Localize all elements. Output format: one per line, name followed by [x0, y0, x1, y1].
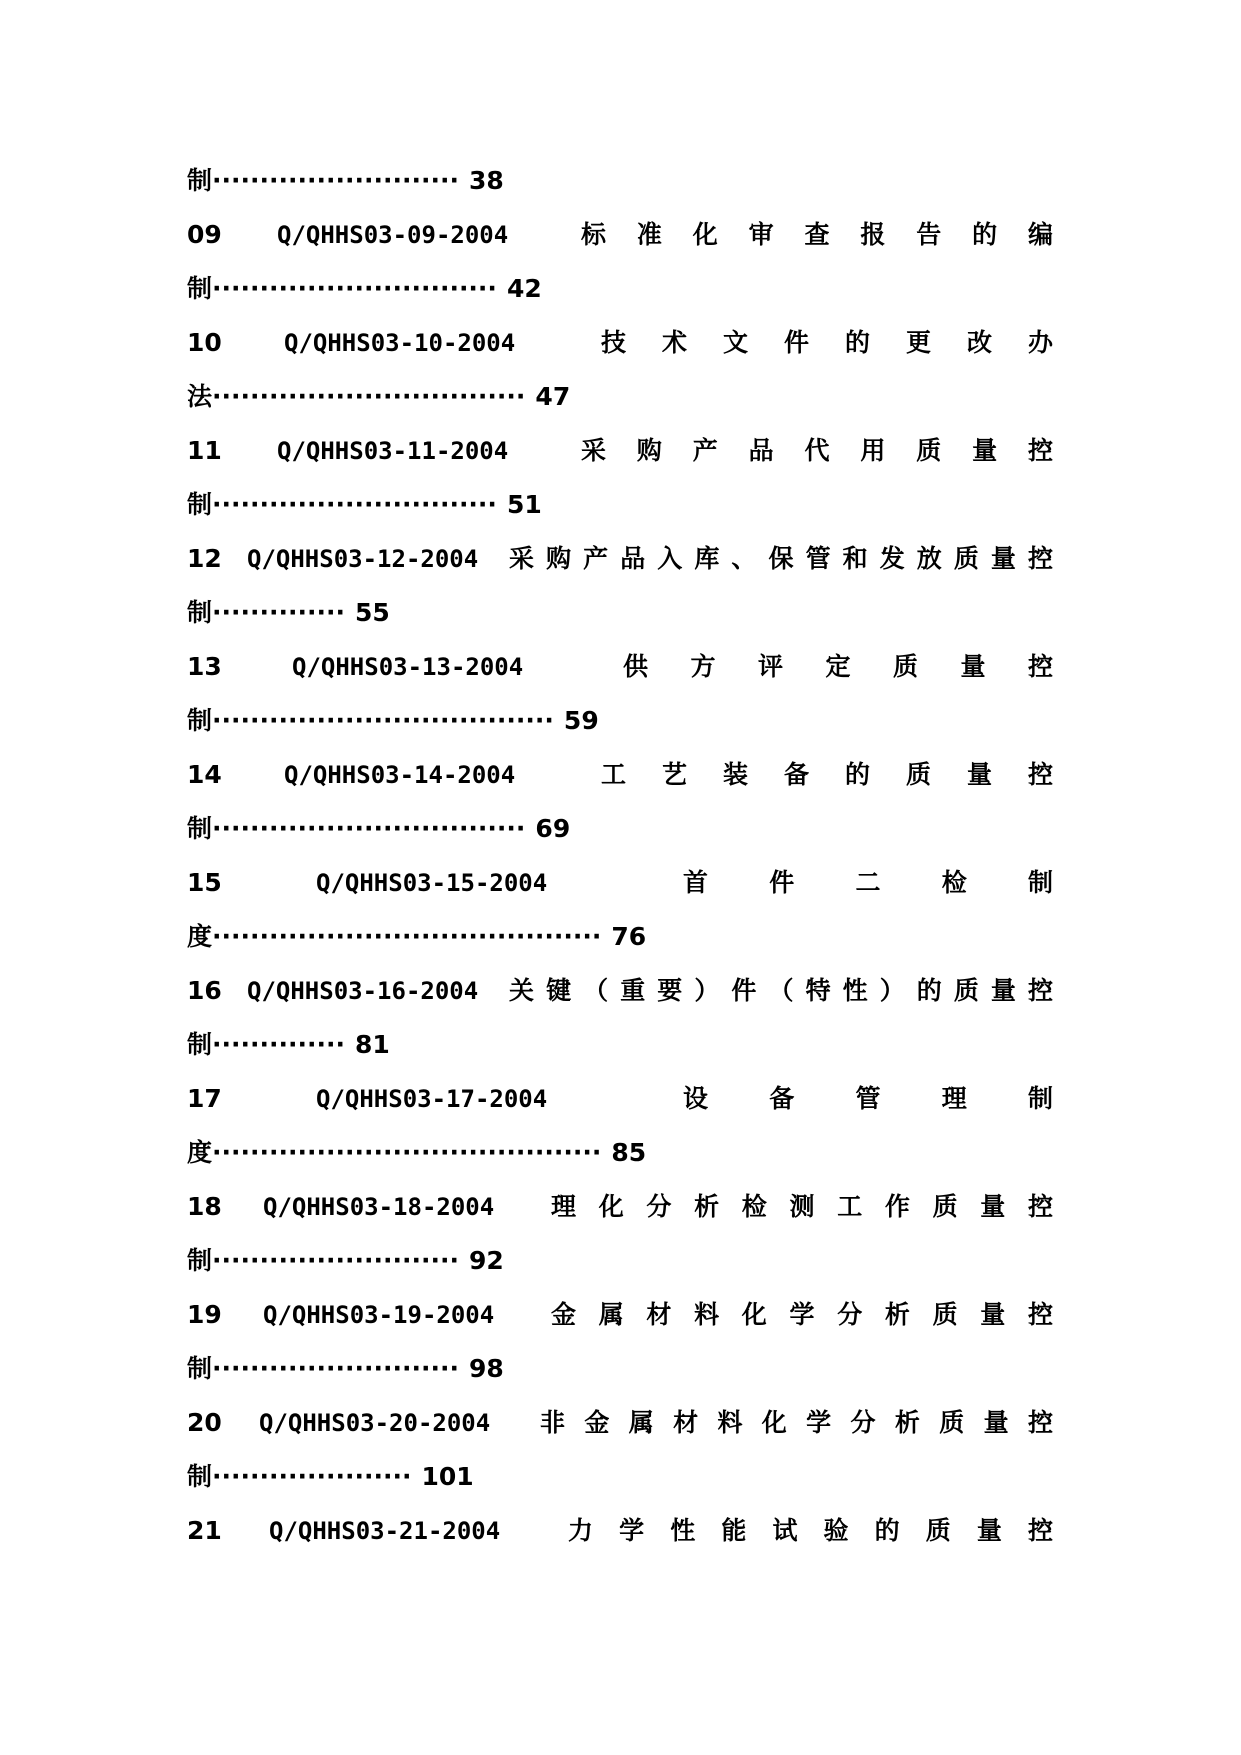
toc-entry [187, 1180, 1053, 1234]
toc-entry-number: 17 [187, 1084, 222, 1113]
toc-page-number: 51 [506, 490, 542, 519]
toc-continuation-line [187, 262, 1053, 316]
toc-entry-code: Q/QHHS03-16-2004 [247, 977, 479, 1005]
toc-entry-title: 采购产品代用质量控 [581, 436, 1053, 465]
toc-continuation-char: 度 [187, 922, 213, 951]
toc-entry-code: Q/QHHS03-17-2004 [316, 1085, 548, 1113]
toc-continuation-line [187, 1018, 1053, 1072]
toc-leader-dots: ·························· [212, 1354, 459, 1383]
toc-entry-title: 供方评定质量控 [623, 652, 1053, 681]
toc-entry [187, 640, 1053, 694]
toc-continuation-line [187, 370, 1053, 424]
toc-entry-code: Q/QHHS03-10-2004 [284, 329, 516, 357]
toc-page-number: 59 [563, 706, 599, 735]
toc-entry-title: 力学性能试验的质量控 [568, 1516, 1053, 1545]
toc-continuation-char: 制 [187, 1030, 213, 1059]
toc-entry-number: 16 [187, 976, 222, 1005]
toc-page-number: 92 [468, 1246, 504, 1275]
toc-entry [187, 856, 1053, 910]
toc-continuation-line [187, 586, 1053, 640]
toc-continuation-char: 制 [187, 1246, 213, 1275]
toc-entry [187, 316, 1053, 370]
toc-leader-dots: ·························· [212, 166, 459, 195]
toc-leader-dots: ····················· [212, 1462, 412, 1491]
table-of-contents [187, 154, 1053, 1558]
toc-entry [187, 532, 1053, 586]
toc-continuation-line [187, 694, 1053, 748]
toc-continuation-char: 度 [187, 1138, 213, 1167]
toc-entry-code: Q/QHHS03-18-2004 [263, 1193, 495, 1221]
toc-continuation-char: 制 [187, 490, 213, 519]
toc-entry-title: 关键（重要）件（特性）的质量控 [509, 976, 1053, 1005]
toc-continuation-char: 制 [187, 166, 213, 195]
toc-leader-dots: ···································· [212, 706, 554, 735]
toc-entry [187, 1504, 1053, 1558]
toc-leader-dots: ········································· [212, 1138, 602, 1167]
toc-page-number: 47 [535, 382, 571, 411]
toc-entry-code: Q/QHHS03-11-2004 [277, 437, 509, 465]
toc-continuation-char: 制 [187, 598, 213, 627]
toc-entry-number: 12 [187, 544, 222, 573]
toc-leader-dots: ······························ [212, 490, 497, 519]
toc-entry-title: 标准化审查报告的编 [581, 220, 1053, 249]
toc-entry-title: 理化分析检测工作质量控 [551, 1192, 1053, 1221]
toc-entry [187, 1288, 1053, 1342]
toc-entry-number: 18 [187, 1192, 222, 1221]
toc-entry-title: 采购产品入库、保管和发放质量控 [509, 544, 1053, 573]
toc-page-number: 81 [354, 1030, 390, 1059]
toc-leader-dots: ································· [212, 382, 526, 411]
toc-entry-number: 10 [187, 328, 222, 357]
toc-page-number: 55 [354, 598, 390, 627]
toc-entry-code: Q/QHHS03-14-2004 [284, 761, 516, 789]
toc-leader-dots: ········································· [212, 922, 602, 951]
toc-entry-title: 非金属材料化学分析质量控 [540, 1408, 1053, 1437]
toc-page-number: 42 [506, 274, 542, 303]
toc-continuation-char: 制 [187, 1354, 213, 1383]
toc-entry-number: 21 [187, 1516, 222, 1545]
toc-entry-code: Q/QHHS03-12-2004 [247, 545, 479, 573]
toc-entry-title: 技术文件的更改办 [601, 328, 1053, 357]
toc-entry [187, 1396, 1053, 1450]
toc-leader-dots: ······························ [212, 274, 497, 303]
toc-entry-title: 工艺装备的质量控 [601, 760, 1053, 789]
toc-page-number: 85 [611, 1138, 647, 1167]
toc-entry-number: 09 [187, 220, 222, 249]
toc-entry [187, 424, 1053, 478]
toc-entry-number: 14 [187, 760, 222, 789]
toc-page-number: 38 [468, 166, 504, 195]
toc-entry-code: Q/QHHS03-21-2004 [269, 1517, 501, 1545]
toc-continuation-line [187, 1342, 1053, 1396]
toc-page-number: 98 [468, 1354, 504, 1383]
toc-continuation-line [187, 1450, 1053, 1504]
toc-entry-code: Q/QHHS03-19-2004 [263, 1301, 495, 1329]
toc-continuation-char: 制 [187, 274, 213, 303]
toc-entry-code: Q/QHHS03-09-2004 [277, 221, 509, 249]
toc-continuation-line [187, 478, 1053, 532]
toc-fragment-line [187, 154, 1053, 208]
toc-entry-title: 首件二检制 [683, 868, 1053, 897]
toc-continuation-char: 制 [187, 814, 213, 843]
toc-page-number: 76 [611, 922, 647, 951]
toc-entry [187, 748, 1053, 802]
toc-entry [187, 1072, 1053, 1126]
toc-continuation-char: 制 [187, 706, 213, 735]
toc-continuation-char: 法 [187, 382, 213, 411]
toc-page-number: 69 [535, 814, 571, 843]
toc-continuation-line [187, 1234, 1053, 1288]
toc-continuation-line [187, 910, 1053, 964]
toc-entry-code: Q/QHHS03-20-2004 [259, 1409, 491, 1437]
toc-entry [187, 208, 1053, 262]
toc-entry-title: 金属材料化学分析质量控 [551, 1300, 1053, 1329]
toc-continuation-line [187, 1126, 1053, 1180]
toc-leader-dots: ·············· [212, 1030, 345, 1059]
toc-entry-title: 设备管理制 [683, 1084, 1053, 1113]
toc-entry-number: 11 [187, 436, 222, 465]
toc-entry-code: Q/QHHS03-13-2004 [292, 653, 524, 681]
toc-continuation-line [187, 802, 1053, 856]
toc-page-number: 101 [421, 1462, 474, 1491]
toc-entry-number: 19 [187, 1300, 222, 1329]
toc-continuation-char: 制 [187, 1462, 213, 1491]
toc-entry-number: 20 [187, 1408, 222, 1437]
toc-leader-dots: ································· [212, 814, 526, 843]
toc-entry-list [187, 208, 1053, 1558]
toc-entry-code: Q/QHHS03-15-2004 [316, 869, 548, 897]
toc-entry-number: 13 [187, 652, 222, 681]
toc-entry-number: 15 [187, 868, 222, 897]
toc-entry [187, 964, 1053, 1018]
toc-leader-dots: ·························· [212, 1246, 459, 1275]
toc-leader-dots: ·············· [212, 598, 345, 627]
